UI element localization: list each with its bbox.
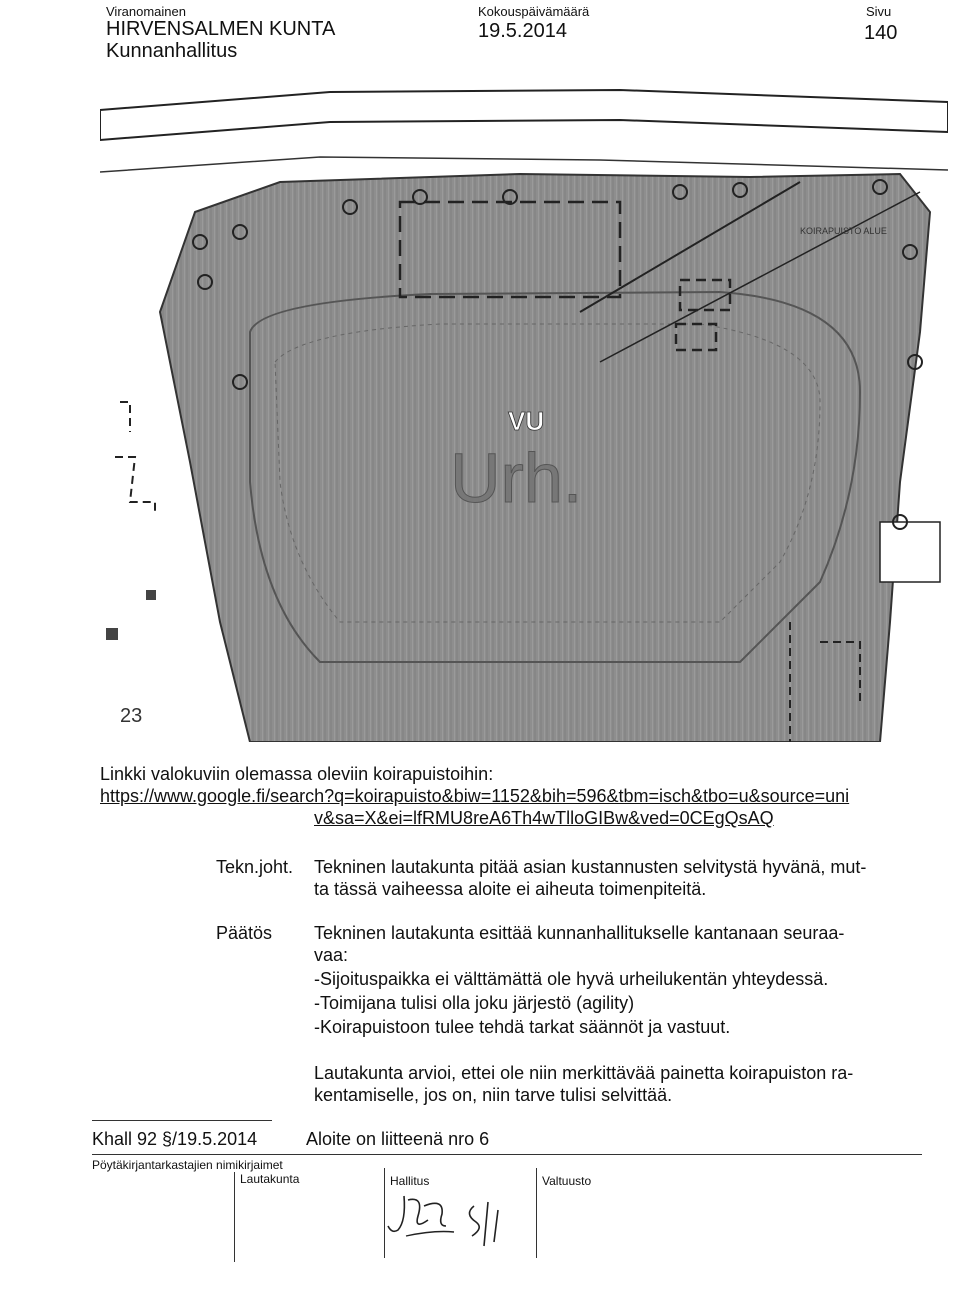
site-map [100, 62, 948, 742]
footer-col-valtuusto: Valtuusto [542, 1174, 592, 1188]
footer-title: Pöytäkirjantarkastajien nimikirjaimet [92, 1158, 283, 1172]
municipality-name: HIRVENSALMEN KUNTA [106, 18, 336, 40]
paatos-line: -Koirapuistoon tulee tehdä tarkat säännöt ja vastuut. [314, 1017, 731, 1037]
paatos-line: Tekninen lautakunta esittää kunnanhallitukselle kantanaan seuraa- [314, 923, 845, 943]
board-name: Kunnanhallitus [106, 40, 238, 62]
footer-col-lautakunta: Lautakunta [240, 1172, 300, 1186]
date-label: Kokouspäivämäärä [478, 4, 590, 19]
tekn-line2: ta tässä vaiheessa aloite ei aiheuta toimenpiteitä. [314, 879, 707, 899]
khall-divider [92, 1120, 272, 1121]
authority-label: Viranomainen [106, 4, 186, 19]
footer-col-hallitus: Hallitus [390, 1174, 430, 1188]
footer-divider [92, 1154, 922, 1155]
photo-link-line2[interactable]: v&sa=X&ei=lfRMU8reA6Th4wTlloGIBw&ved=0CEgQsAQ [314, 808, 774, 828]
paatos-para2-line1: Lautakunta arvioi, ettei ole niin merkittävää painetta koirapuiston ra- [314, 1063, 854, 1083]
meeting-date: 19.5.2014 [478, 20, 567, 42]
tekn-line1: Tekninen lautakunta pitää asian kustannusten selvitystä hyvänä, mut- [314, 857, 867, 877]
tekn-label: Tekn.joht. [216, 857, 294, 877]
page-label: Sivu [866, 4, 892, 19]
paatos-label: Päätös [216, 923, 273, 943]
map-label-koirapuisto: KOIRAPUISTO ALUE [800, 226, 887, 236]
footer-col-divider [234, 1172, 235, 1262]
map-label-23: 23 [120, 705, 143, 727]
khall-note: Aloite on liitteenä nro 6 [306, 1129, 490, 1149]
footer-col-divider [536, 1168, 537, 1258]
map-label-urh: Urh. [450, 439, 583, 517]
khall-ref: Khall 92 §/19.5.2014 [92, 1129, 258, 1149]
paatos-para2-line2: kentamiselle, jos on, niin tarve tulisi selvittää. [314, 1085, 673, 1105]
map-label-vu: VU [508, 406, 545, 436]
paatos-line: vaa: [314, 945, 349, 965]
link-intro: Linkki valokuviin olemassa oleviin koirapuistoihin: [100, 764, 494, 784]
handwritten-initials [384, 1186, 524, 1256]
photo-link-line1[interactable]: https://www.google.fi/search?q=koirapuisto&biw=1152&bih=596&tbm=isch&tbo=u&source=uni [100, 786, 850, 806]
paatos-line: -Toimijana tulisi olla joku järjestö (agility) [314, 993, 635, 1013]
page-number: 140 [864, 22, 898, 44]
paatos-line: -Sijoituspaikka ei välttämättä ole hyvä urheilukentän yhteydessä. [314, 969, 829, 989]
